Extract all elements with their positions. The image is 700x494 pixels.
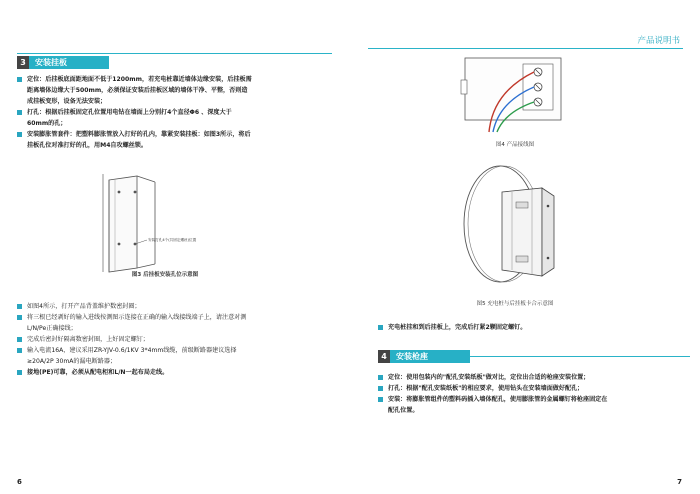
- back-plate: [502, 188, 542, 276]
- bullet-item: 接地(PE)可靠，必须从配电柜和L/N一起布局走线。: [17, 367, 337, 378]
- bullet-item: 充电桩挂和到后挂板上，完成后打紧2颗固定螺钉。: [378, 322, 688, 333]
- section-title: 安装枪座: [390, 350, 470, 363]
- manual-title: 产品说明书: [637, 36, 680, 46]
- bullet-item: 打孔：根据后挂板固定孔位置用电钻在墙面上分别打4个直径Φ6 、深度大于 60mm的孔；: [17, 107, 337, 129]
- install-bullets: [17, 74, 337, 151]
- figure-5-caption: 图5 充电桩与后挂板卡合示意图: [476, 301, 554, 307]
- back-plate-figure: [95, 172, 235, 277]
- top-rule-right: [368, 48, 683, 49]
- square-bullet-icon: [17, 370, 22, 375]
- figure-3-caption: 图3 后挂板安装孔位示意图: [131, 272, 199, 278]
- section-number: 3: [17, 56, 29, 69]
- section-4-header: [378, 350, 690, 363]
- figure-label: 安装打孔4个(共固定螺丝)位置: [148, 238, 197, 242]
- square-bullet-icon: [378, 375, 383, 380]
- wiring-bullets: [17, 301, 337, 378]
- mount-hole: [118, 191, 121, 194]
- bullet-item: 将三根已经剥好的输入进线按测图示连接在正确的输入线接线端子上，请注意对测 L/N/Pe正确接线；: [17, 312, 337, 334]
- section-title: 安装挂板: [29, 56, 109, 69]
- bullet-item: 安装：将膨胀管组件的塑料码插入墙体配孔，使用膨胀管的金属螺钉将枪座固定在 配孔位置。: [378, 394, 688, 416]
- bullet-item: 定位：后挂板底面距地面不低于1200mm，若充电桩靠近墙体边缘安装，后挂板需 距离墙体边缘大于500mm，必须保证安装后挂板区域的墙体干净、平整，否则造 成挂板变形，设备无法安装；: [17, 74, 337, 107]
- bullet-item: 完成后密封好隔离数密封圈，上好固定螺钉；: [17, 334, 337, 345]
- square-bullet-icon: [17, 77, 22, 82]
- figure-4-caption: 图4 产品接线图: [495, 142, 535, 148]
- mount-hole: [118, 243, 121, 246]
- bullet-item: 打孔：根据"配孔安装纸板"的相应要求，使用钻头在安装墙面做好配孔；: [378, 383, 688, 394]
- square-bullet-icon: [17, 348, 22, 353]
- square-bullet-icon: [17, 315, 22, 320]
- bullet-item: 输入电流16A，建议采用ZR-YJV-0.6/1KV 3*4mm线缆，前级断路器建议选择 ≥20A/2P 30mA的漏电断路器；: [17, 345, 337, 367]
- plate-flange-left: [109, 176, 137, 272]
- wiring-diagram-figure: [455, 52, 575, 134]
- square-bullet-icon: [17, 132, 22, 137]
- square-bullet-icon: [378, 325, 383, 330]
- page-number-right: 7: [677, 478, 682, 486]
- square-bullet-icon: [378, 397, 383, 402]
- mount-hole: [134, 191, 137, 194]
- bullet-item: 定位：使用包装内的"配孔安装纸板"做对比，定位出合适的枪座安装位置；: [378, 372, 688, 383]
- mount-note: [378, 322, 688, 333]
- charger-plate-figure: [450, 158, 590, 298]
- section-3-header: [17, 56, 109, 69]
- square-bullet-icon: [17, 337, 22, 342]
- bullet-item: 如图4所示，打开产品背盖维护数密封圈；: [17, 301, 337, 312]
- square-bullet-icon: [378, 386, 383, 391]
- top-rule-left: [17, 53, 332, 54]
- section-rule: [470, 356, 690, 357]
- holder-bullets: [378, 372, 688, 416]
- square-bullet-icon: [17, 110, 22, 115]
- right-page: [350, 0, 700, 494]
- page-number-left: 6: [17, 478, 22, 486]
- bullet-item: 安装膨胀管套件：把塑料膨胀管放入打好的孔内，靠紧安装挂板：如图3所示，将后 挂板孔位对准打好的孔，用M4自攻螺丝锁。: [17, 129, 337, 151]
- square-bullet-icon: [17, 304, 22, 309]
- section-number: 4: [378, 350, 390, 363]
